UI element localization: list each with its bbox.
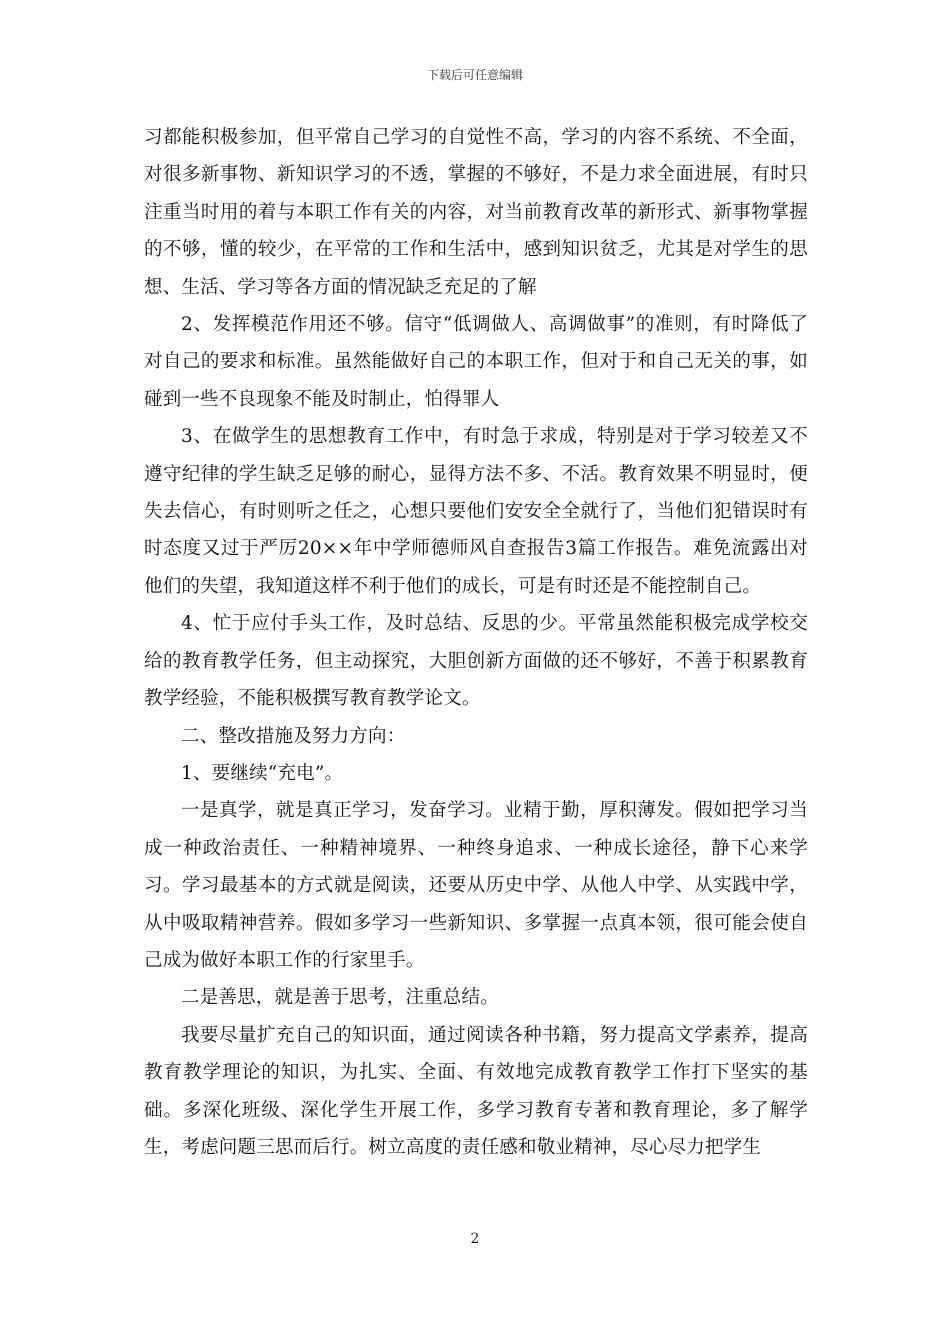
subheading-1: 1、要继续“充电”。 — [181, 762, 344, 784]
section-heading: 二、整改措施及努力方向： — [181, 725, 406, 747]
document-body — [144, 119, 808, 1166]
paragraph-4: 4、忙于应付手头工作，及时总结、反思的少。平常虽然能积极完成学校交给的教育教学任务，但主动探究，大胆创新方面做的还不够好，不善于积累教育教学经验，不能积极撰写教育教学论文。 — [144, 613, 808, 710]
page-header: 下载后可任意编辑 — [426, 68, 523, 82]
paragraph-7: 我要尽量扩充自己的知识面，通过阅读各种书籍，努力提高文学素养，提高教育教学理论的知识，为扎实、全面、有效地完成教育教学工作打下坚实的基础。多深化班级、深化学生开展工作，多学习教育专著和教育理论，多了解学生，考虑问题三思而后行。树立高度的责任感和敬业精神，尽心尽力把学生 — [144, 1024, 808, 1158]
paragraph-3: 3、在做学生的思想教育工作中，有时急于求成，特别是对于学习较差又不遵守纪律的学生缺乏足够的耐心，显得方法不多、不活。教育效果不明显时，便失去信心，有时则听之任之，心想只要他们安安全全就行了，当他们犯错误时有时态度又过于严厉20××年中学师德师风自查报告3篇工作报告。难免流露出对他们的失望，我知道这样不利于他们的成长，可是有时还是不能控制自己。 — [144, 426, 808, 597]
paragraph-1: 习都能积极参加，但平常自己学习的自觉性不高，学习的内容不系统、不全面，对很多新事物、新知识学习的不透，掌握的不够好，不是力求全面进展，有时只注重当时用的着与本职工作有关的内容，对当前教育改革的新形式、新事物掌握的不够，懂的较少，在平常的工作和生活中，感到知识贫乏，尤其是对学生的思想、生活、学习等各方面的情况缺乏充足的了解 — [144, 127, 808, 298]
page-number: 2 — [470, 1231, 480, 1247]
paragraph-6: 二是善思，就是善于思考，注重总结。 — [181, 987, 499, 1009]
paragraph-2: 2、发挥模范作用还不够。信守“低调做人、高调做事”的准则，有时降低了对自己的要求和标准。虽然能做好自己的本职工作，但对于和自己无关的事，如碰到一些不良现象不能及时制止，怕得罪人 — [144, 314, 808, 410]
paragraph-5: 一是真学，就是真正学习，发奋学习。业精于勤，厚积薄发。假如把学习当成一种政治责任、一种精神境界、一种终身追求、一种成长途径，静下心来学习。学习最基本的方式就是阅读，还要从历史中学、从他人中学、从实践中学，从中吸取精神营养。假如多学习一些新知识、多掌握一点真本领，很可能会使自己成为做好本职工作的行家里手。 — [144, 800, 808, 971]
